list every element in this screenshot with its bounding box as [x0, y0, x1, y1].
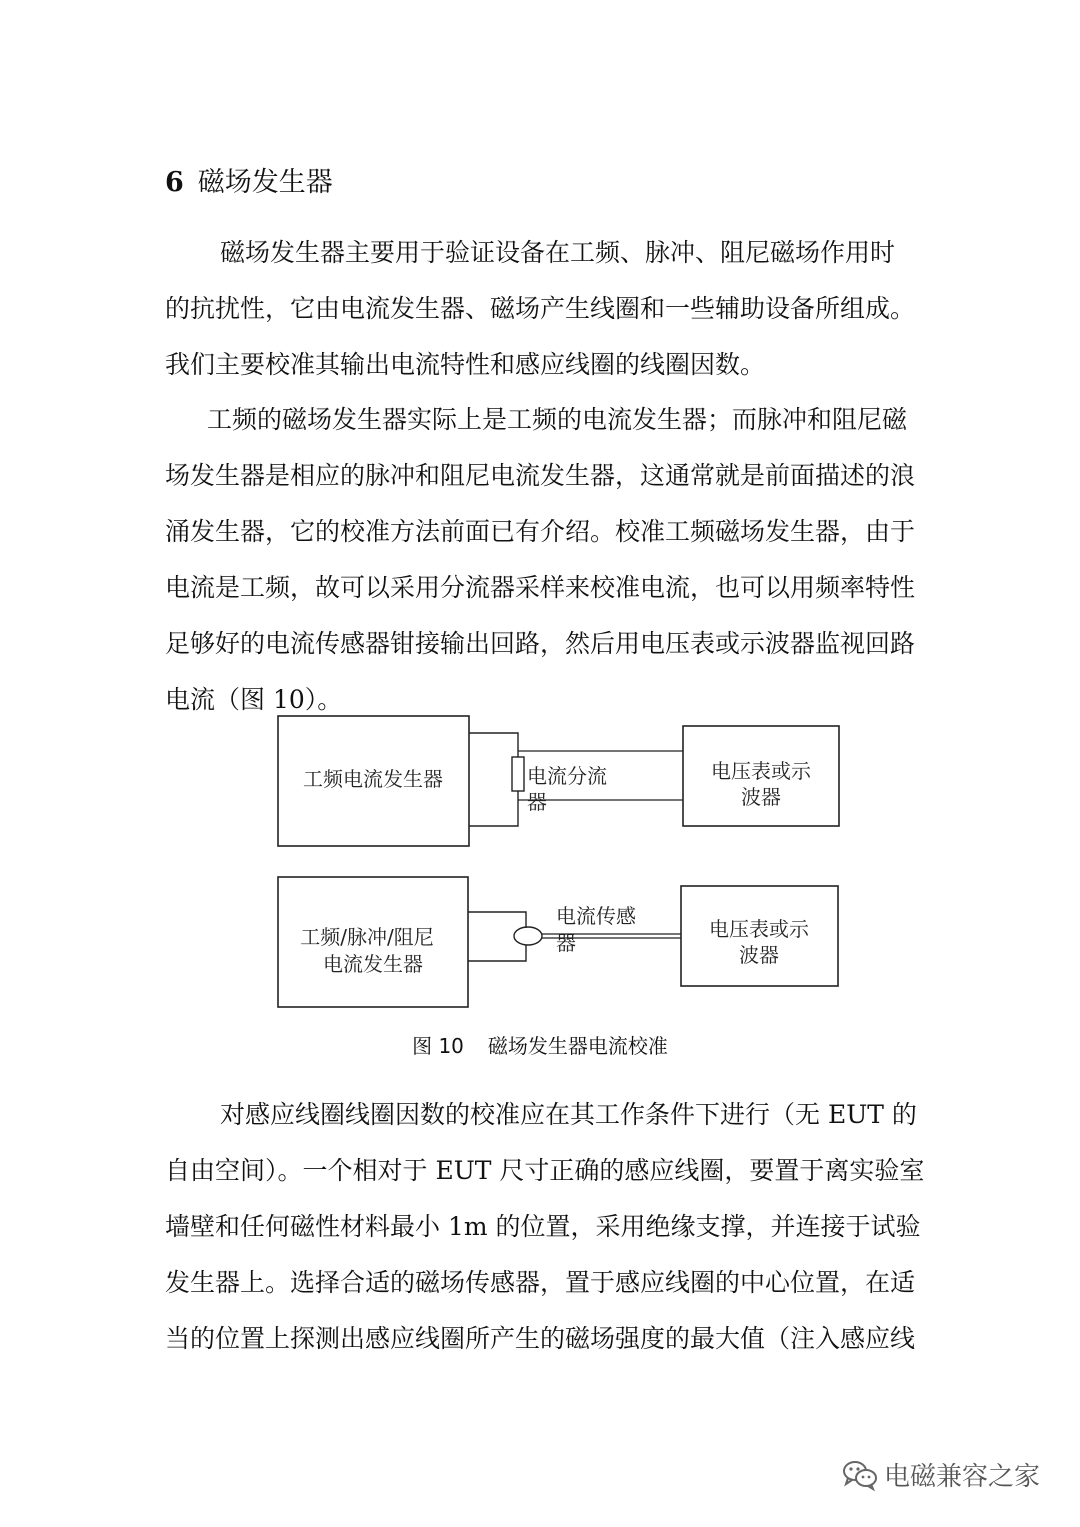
sensor-label: 电流传感 [556, 904, 636, 928]
watermark-text: 电磁兼容之家 [884, 1462, 1041, 1492]
paragraph-line: 场发生器是相应的脉冲和阻尼电流发生器，这通常就是前面描述的浪 [165, 461, 916, 490]
generator-label: 电流发生器 [323, 952, 423, 976]
wire [468, 912, 526, 928]
wire [469, 791, 518, 826]
shunt-label: 器 [527, 790, 547, 814]
wechat-icon [842, 1459, 878, 1491]
meter-label: 电压表或示 [709, 917, 809, 941]
meter-label: 波器 [739, 943, 779, 967]
paragraph-3 [165, 1087, 955, 1367]
meter-label: 波器 [741, 785, 781, 809]
paragraph-line: 电流是工频，故可以采用分流器采样来校准电流，也可以用频率特性 [165, 573, 916, 602]
paragraph-line: 对感应线圈线圈因数的校准应在其工作条件下进行（无 EUT 的 [220, 1100, 917, 1129]
figure-caption [0, 1030, 1080, 1059]
wire [468, 945, 526, 961]
section-number: 6 [165, 167, 184, 198]
paragraph-line: 电流（图 10）。 [165, 685, 343, 714]
watermark [842, 1456, 1040, 1493]
paragraph-line: 自由空间）。一个相对于 EUT 尺寸正确的感应线圈，要置于离实验室 [165, 1156, 925, 1185]
current-sensor-clamp-icon [514, 927, 542, 945]
shunt-label: 电流分流 [527, 764, 607, 788]
paragraph-line: 磁场发生器主要用于验证设备在工频、脉冲、阻尼磁场作用时 [220, 238, 896, 267]
meter-label: 电压表或示 [711, 759, 811, 783]
paragraph-line: 涌发生器，它的校准方法前面已有介绍。校准工频磁场发生器，由于 [165, 517, 916, 546]
sensor-label: 器 [556, 931, 576, 955]
paragraph-line: 墙壁和任何磁性材料最小 1m 的位置，采用绝缘支撑，并连接于试验 [165, 1212, 921, 1241]
paragraph-line: 发生器上。选择合适的磁场传感器，置于感应线圈的中心位置，在适 [165, 1268, 916, 1297]
section-title: 磁场发生器 [197, 167, 333, 198]
shunt-resistor-icon [512, 757, 524, 791]
figure-caption-text: 磁场发生器电流校准 [487, 1034, 668, 1058]
paragraph-line: 我们主要校准其输出电流特性和感应线圈的线圈因数。 [165, 350, 766, 379]
generator-label: 工频电流发生器 [303, 767, 443, 791]
generator-label: 工频/脉冲/阻尼 [300, 925, 434, 949]
paragraph-line: 工频的磁场发生器实际上是工频的电流发生器；而脉冲和阻尼磁 [207, 405, 908, 434]
figure-number: 图 10 [412, 1034, 464, 1058]
wire [469, 733, 518, 757]
paragraph-line: 当的位置上探测出感应线圈所产生的磁场强度的最大值（注入感应线 [165, 1324, 916, 1353]
paragraph-line: 的抗扰性，它由电流发生器、磁场产生线圈和一些辅助设备所组成。 [165, 294, 916, 323]
paragraph-line: 足够好的电流传感器钳接输出回路，然后用电压表或示波器监视回路 [165, 629, 916, 658]
